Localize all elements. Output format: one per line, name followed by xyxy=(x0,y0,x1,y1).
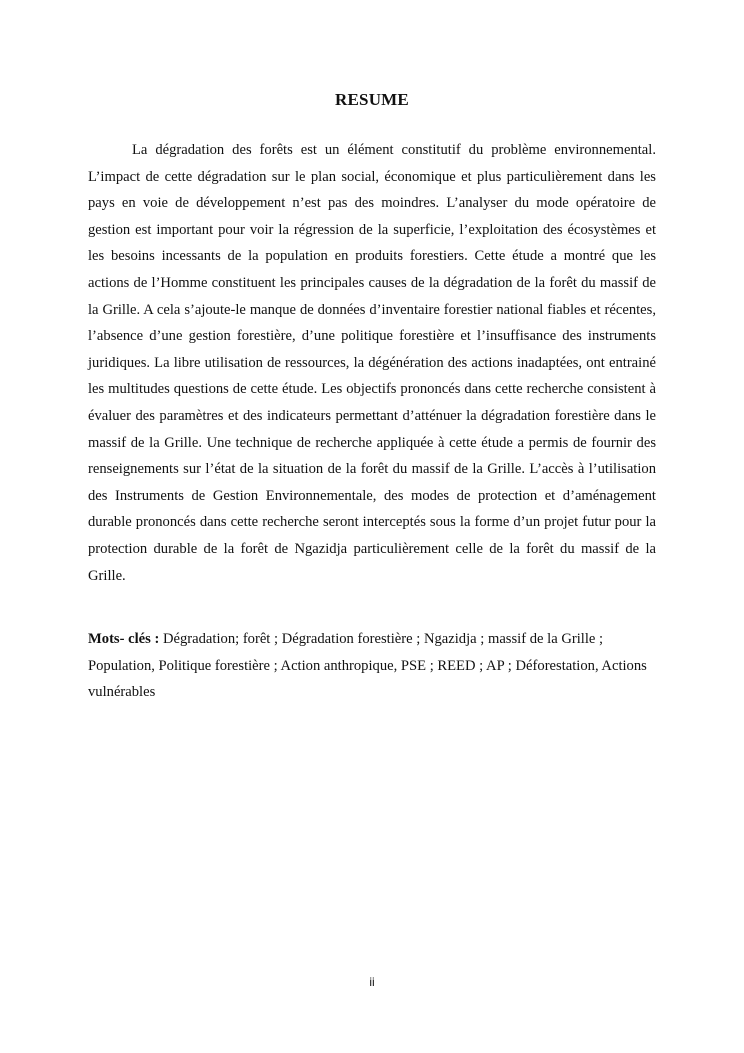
keywords-label: Mots- clés : xyxy=(88,631,160,647)
keywords-list: Dégradation; forêt ; Dégradation forestière ; Ngazidja ; massif de la Grille ; Population, Politique forestière ; Action anthropique, PSE ; REED ; AP ; Déforestation, Actions vulnérables xyxy=(88,631,647,701)
keywords-paragraph xyxy=(88,626,656,706)
page-title: RESUME xyxy=(335,90,409,109)
abstract-paragraph: La dégradation des forêts est un élément constitutif du problème environnemental. L’impact de cette dégradation sur le plan social, économique et plus particulièrement dans les pays en voie de développement n’est pas des moindres. L’analyser du mode opératoire de gestion est important pour voir la régression de la superficie, l’exploitation des écosystèmes et les besoins incessants de la population en produits forestiers. Cette étude a montré que les actions de l’Homme constituent les principales causes de la dégradation de la forêt du massif de la Grille. A cela s’ajoute-le manque de données d’inventaire forestier national fiables et récentes, l’absence d’une gestion forestière, d’une politique forestière et l’insuffisance des instruments juridiques. La libre utilisation de ressources, la dégénération des actions inadaptées, ont entrainé les multitudes questions de cette étude. Les objectifs prononcés dans cette recherche consistent à évaluer des paramètres et des indicateurs permettant d’atténuer la dégradation forestière dans le massif de la Grille. Une technique de recherche appliquée à cette étude a permis de fournir des renseignements sur l’état de la situation de la forêt du massif de la Grille. L’accès à l’utilisation des Instruments de Gestion Environnementale, des modes de protection et d’aménagement durable prononcés dans cette recherche seront interceptés sous la forme d’un projet futur pour la protection durable de la forêt de Ngazidja particulièrement celle de la forêt du massif de la Grille. xyxy=(88,142,656,584)
page-number: ii xyxy=(369,975,375,989)
